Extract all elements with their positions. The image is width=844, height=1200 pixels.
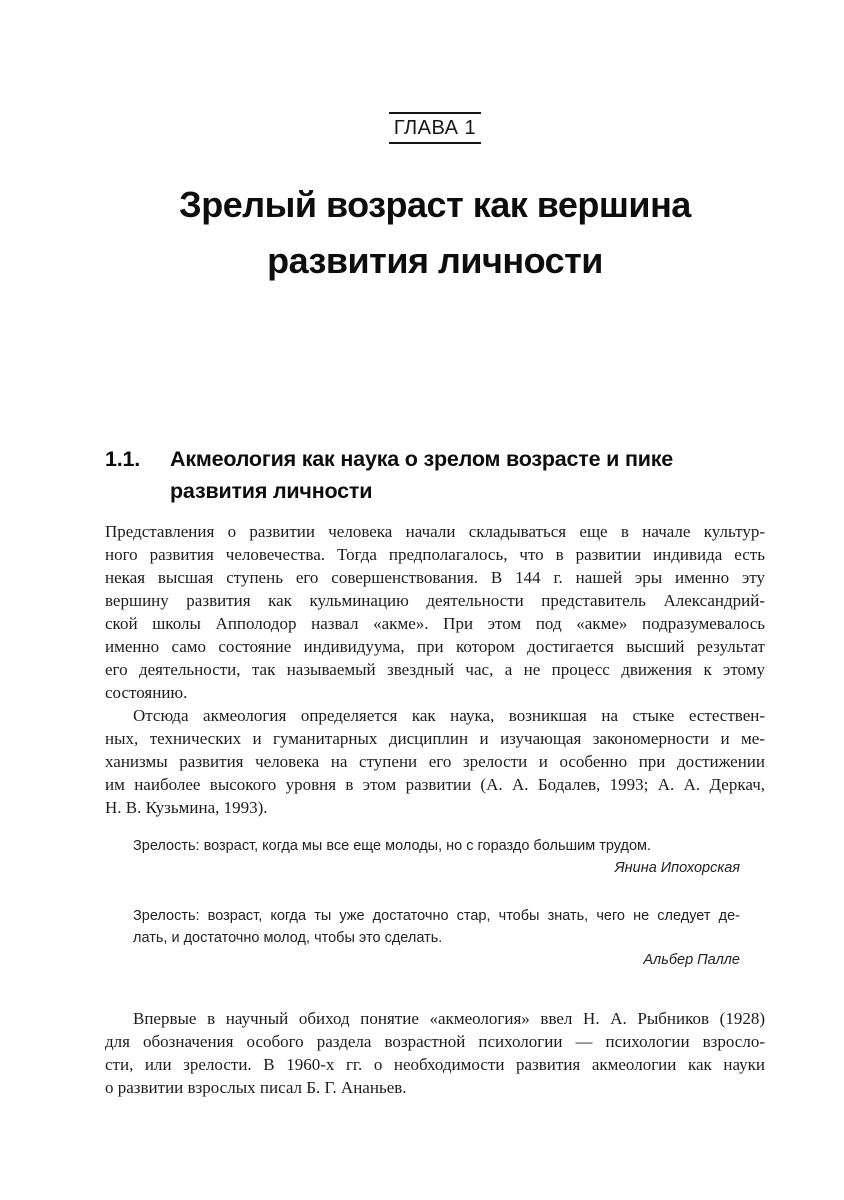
text-block (105, 0, 765, 1099)
quote-text: Зрелость: возраст, когда ты уже достаточно стар, чтобы знать, чего не следует де- лать, и достаточно молод, чтобы это сделать. (133, 908, 740, 946)
quote-block-1 (133, 835, 740, 879)
paragraph-intro: Представления о развитии человека начали складываться еще в начале культур- ного развития человечества. Тогда предполагалось, что в развитии индивида есть некая высшая ступень его совершенствования. В 144 г. нашей эры именно эту вершину развития как кульминацию деятельности представитель Александрий- ской школы Апполодор назвал «акме». При этом под «акме» подразумевалось именно само состояние индивидуума, при котором достигается высший результат его деятельности, так называемый звездный час, а не процесс движения к этому состоянию. (105, 522, 765, 702)
paragraph-closing: Впервые в научный обиход понятие «акмеология» ввел Н. А. Рыбников (1928) для обозначения особого раздела возрастной психологии — психологии взросло- сти, или зрелости. В 1960-х гг. о необходимости развития акмеологии как науки о развитии взрослых писал Б. Г. Ананьев. (105, 1009, 765, 1097)
chapter-title: Зрелый возраст как вершина развития личности (179, 184, 691, 281)
paragraph-definition: Отсюда акмеология определяется как наука, возникшая на стыке естествен- ных, технических и гуманитарных дисциплин и изучающая закономерности и ме- ханизмы развития человека на ступени его зрелости и особенно при достижении им наиболее высокого уровня в этом развитии (А. А. Бодалев, 1993; А. А. Деркач, Н. В. Кузьмина, 1993). (105, 706, 765, 817)
quote-author: Янина Ипохорская (614, 860, 740, 876)
chapter-label: ГЛАВА 1 (389, 112, 481, 144)
section-title: Акмеология как наука о зрелом возрасте и пике развития личности (170, 447, 674, 503)
chapter-label-row (105, 112, 765, 144)
quote-author: Альбер Палле (643, 952, 740, 968)
section-heading (105, 443, 765, 507)
quote-block-2 (133, 905, 740, 971)
section-number: 1.1. (105, 447, 141, 471)
quote-text: Зрелость: возраст, когда мы все еще молоды, но с гораздо большим трудом. (133, 838, 652, 854)
